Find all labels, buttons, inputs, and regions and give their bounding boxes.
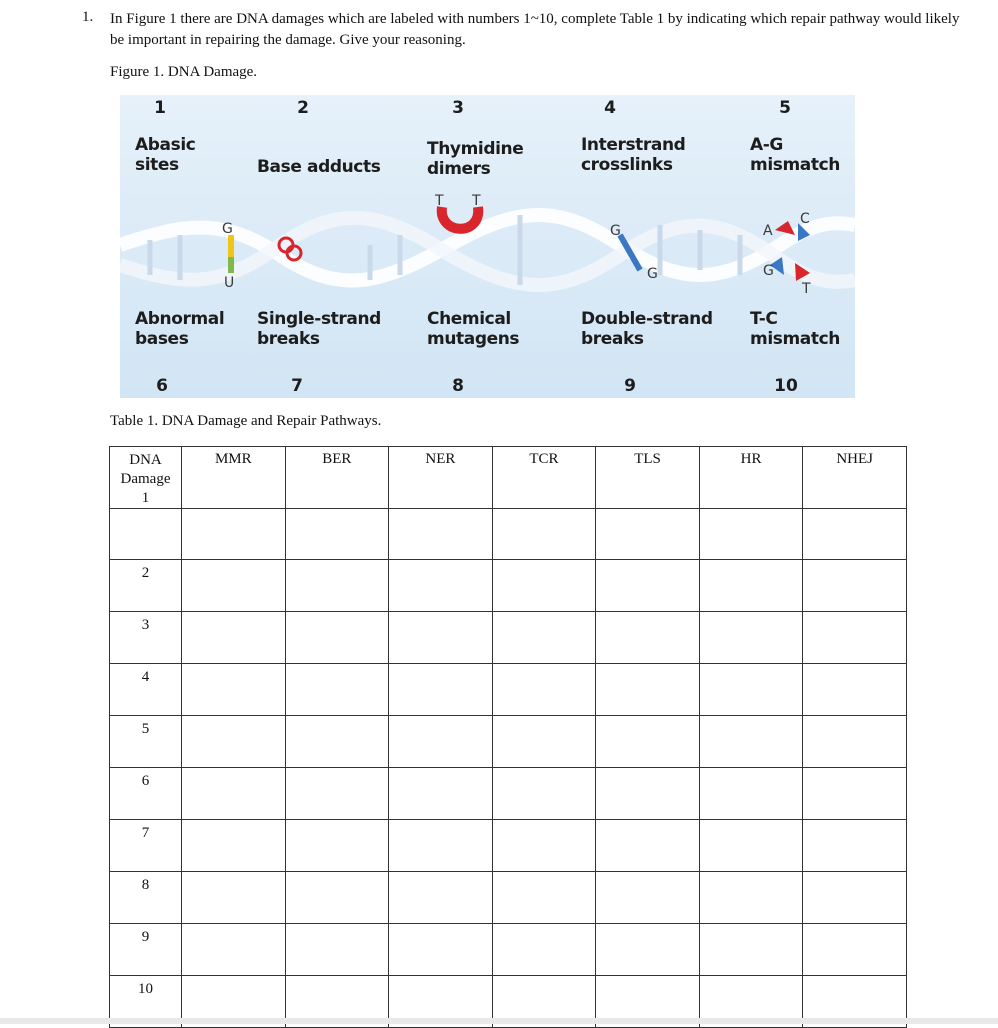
repair-pathway-table (109, 446, 907, 1028)
answer-cell[interactable] (699, 716, 803, 768)
damage-number-4: 4 (604, 98, 616, 118)
answer-cell[interactable] (389, 872, 493, 924)
answer-cell[interactable] (803, 924, 907, 976)
answer-cell[interactable] (389, 820, 493, 872)
answer-cell[interactable] (699, 509, 803, 560)
table-row-3 (110, 612, 907, 664)
abnormal-base-mark (228, 235, 234, 257)
answer-cell[interactable] (182, 612, 286, 664)
answer-cell[interactable] (389, 924, 493, 976)
row-label-8: 8 (110, 872, 182, 924)
answer-cell[interactable] (699, 872, 803, 924)
answer-cell[interactable] (285, 924, 389, 976)
damage-number-6: 6 (156, 376, 168, 396)
table-row-4 (110, 664, 907, 716)
answer-cell[interactable] (492, 820, 596, 872)
answer-cell[interactable] (803, 716, 907, 768)
base-letter-t3: T (802, 281, 811, 297)
row-label-1: 1 (141, 490, 150, 506)
damage-number-8: 8 (452, 376, 464, 396)
answer-cell[interactable] (596, 768, 700, 820)
answer-cell[interactable] (492, 872, 596, 924)
answer-cell[interactable] (182, 768, 286, 820)
dna-damage-figure (120, 95, 855, 398)
answer-cell[interactable] (182, 924, 286, 976)
header-ner: NER (389, 447, 493, 509)
table-row-8 (110, 872, 907, 924)
header-tcr: TCR (492, 447, 596, 509)
row-label-4: 4 (110, 664, 182, 716)
question-number: 1. (82, 9, 94, 25)
table-row-5 (110, 716, 907, 768)
answer-cell[interactable] (492, 924, 596, 976)
answer-cell[interactable] (492, 768, 596, 820)
answer-cell[interactable] (389, 716, 493, 768)
answer-cell[interactable] (492, 560, 596, 612)
answer-cell[interactable] (182, 716, 286, 768)
question-text: In Figure 1 there are DNA damages which are labeled with numbers 1~10, complete Table 1 by indicating which repair pathway would likely be important in repairing the damage. Give your reasoning. (110, 11, 960, 48)
header-hr: HR (699, 447, 803, 509)
answer-cell[interactable] (285, 872, 389, 924)
answer-cell[interactable] (389, 560, 493, 612)
damage-number-3: 3 (452, 98, 464, 118)
table-row-2 (110, 560, 907, 612)
row-label-5: 5 (110, 716, 182, 768)
damage-label-double-strand-breaks: Double-strand breaks (581, 309, 713, 349)
base-letter-c1: C (800, 211, 810, 227)
answer-cell[interactable] (492, 612, 596, 664)
table-caption: Table 1. DNA Damage and Repair Pathways. (110, 413, 382, 429)
base-letter-g4: G (763, 263, 774, 279)
damage-number-7: 7 (291, 376, 303, 396)
header-ber: BER (285, 447, 389, 509)
thymidine-dimer-mark (442, 207, 479, 229)
base-letter-t2: T (472, 193, 481, 209)
answer-cell[interactable] (596, 716, 700, 768)
answer-cell[interactable] (596, 560, 700, 612)
damage-number-9: 9 (624, 376, 636, 396)
damage-label-interstrand-crosslinks: Interstrand crosslinks (581, 135, 686, 175)
damage-label-base-adducts: Base adducts (257, 157, 381, 177)
row-label-cell (110, 509, 182, 560)
answer-cell[interactable] (389, 509, 493, 560)
answer-cell[interactable] (596, 924, 700, 976)
base-letter-g2: G (610, 223, 621, 239)
damage-number-10: 10 (774, 376, 798, 396)
damage-number-2: 2 (297, 98, 309, 118)
table-row-1 (110, 509, 907, 560)
answer-cell[interactable] (803, 820, 907, 872)
answer-cell[interactable] (803, 509, 907, 560)
base-letter-a1: A (763, 223, 773, 239)
mismatch-a-g-mark (775, 221, 795, 235)
answer-cell[interactable] (285, 820, 389, 872)
row-label-7: 7 (110, 820, 182, 872)
answer-cell[interactable] (803, 612, 907, 664)
answer-cell[interactable] (182, 820, 286, 872)
base-letter-u1: U (224, 275, 235, 291)
answer-cell[interactable] (182, 560, 286, 612)
damage-label-abnormal-bases: Abnormal bases (135, 309, 225, 349)
damage-label-abasic-sites: Abasic sites (135, 135, 196, 175)
answer-cell[interactable] (699, 664, 803, 716)
damage-number-1: 1 (154, 98, 166, 118)
answer-cell[interactable] (492, 509, 596, 560)
answer-cell[interactable] (596, 612, 700, 664)
answer-cell[interactable] (492, 716, 596, 768)
page-bottom-edge (0, 1018, 998, 1024)
table-row-7 (110, 820, 907, 872)
answer-cell[interactable] (699, 924, 803, 976)
answer-cell[interactable] (285, 664, 389, 716)
answer-cell[interactable] (596, 820, 700, 872)
base-letter-g3: G (647, 266, 658, 282)
damage-label-single-strand-breaks: Single-strand breaks (257, 309, 381, 349)
answer-cell[interactable] (803, 560, 907, 612)
damage-label-thymidine-dimers: Thymidine dimers (427, 139, 524, 179)
answer-cell[interactable] (803, 872, 907, 924)
header-tls: TLS (596, 447, 700, 509)
answer-cell[interactable] (389, 664, 493, 716)
figure-caption: Figure 1. DNA Damage. (110, 64, 258, 80)
table-row-6 (110, 768, 907, 820)
answer-cell[interactable] (285, 560, 389, 612)
answer-cell[interactable] (182, 872, 286, 924)
answer-cell[interactable] (699, 820, 803, 872)
answer-cell[interactable] (596, 872, 700, 924)
damage-number-5: 5 (779, 98, 791, 118)
answer-cell[interactable] (182, 509, 286, 560)
table-header-row (110, 447, 907, 509)
answer-cell[interactable] (803, 664, 907, 716)
answer-cell[interactable] (699, 768, 803, 820)
answer-cell[interactable] (596, 664, 700, 716)
answer-cell[interactable] (699, 612, 803, 664)
answer-cell[interactable] (389, 612, 493, 664)
header-nhej: NHEJ (803, 447, 907, 509)
table-row-9 (110, 924, 907, 976)
answer-cell[interactable] (699, 560, 803, 612)
row-label-3: 3 (110, 612, 182, 664)
row-label-9: 9 (110, 924, 182, 976)
answer-cell[interactable] (285, 509, 389, 560)
answer-cell[interactable] (803, 768, 907, 820)
answer-cell[interactable] (285, 612, 389, 664)
answer-cell[interactable] (492, 664, 596, 716)
header-dna-damage: DNA Damage 1 (110, 447, 182, 509)
answer-cell[interactable] (285, 768, 389, 820)
row-label-10: 10 (110, 976, 182, 1028)
base-letter-t1: T (435, 193, 444, 209)
answer-cell[interactable] (285, 716, 389, 768)
answer-cell[interactable] (596, 509, 700, 560)
answer-cell[interactable] (182, 664, 286, 716)
answer-cell[interactable] (389, 768, 493, 820)
row-label-6: 6 (110, 768, 182, 820)
row-label-2: 2 (110, 560, 182, 612)
damage-label-a-g-mismatch: A-G mismatch (750, 135, 840, 175)
base-letter-g1: G (222, 221, 233, 237)
damage-label-chemical-mutagens: Chemical mutagens (427, 309, 520, 349)
header-mmr: MMR (182, 447, 286, 509)
damage-label-t-c-mismatch: T-C mismatch (750, 309, 840, 349)
